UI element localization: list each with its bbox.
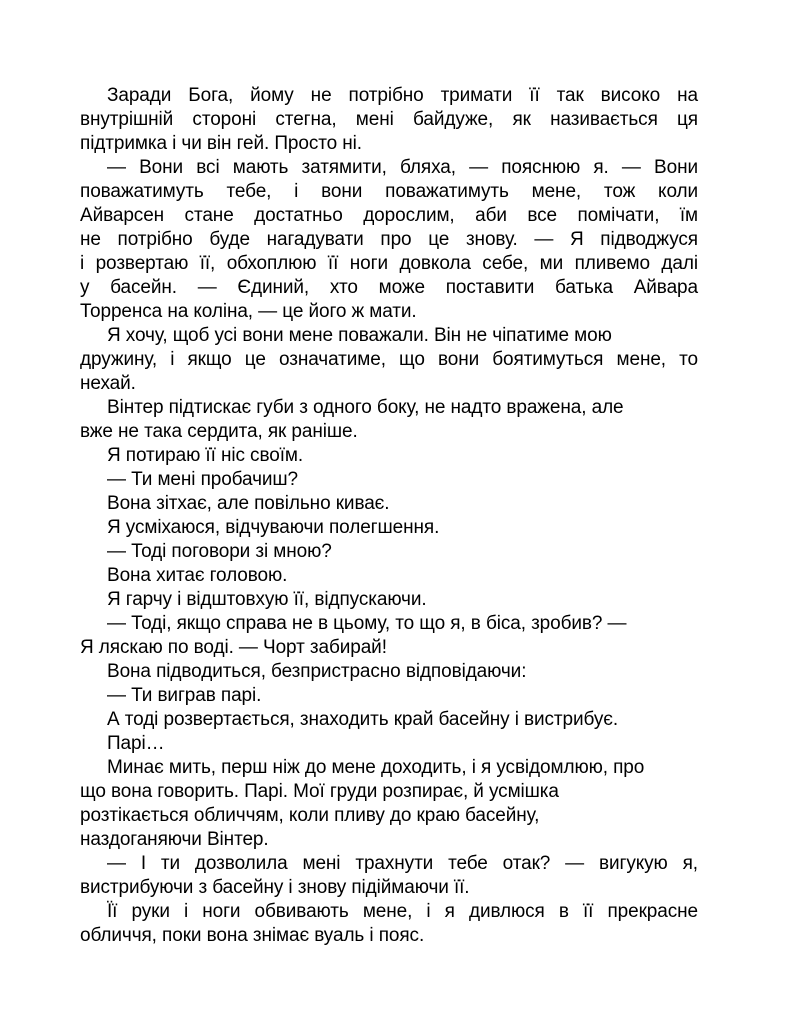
text-line: Торренса на коліна, — це його ж мати. — [80, 301, 417, 322]
text-line: що вона говорить. Парі. Мої груди розпирає, й усмішка — [80, 781, 559, 802]
text-line: Заради Бога, йому не потрібно тримати її так високо на — [107, 85, 698, 106]
text-line: Я хочу, щоб усі вони мене поважали. Він не чіпатиме мою — [107, 325, 612, 346]
text-line: — Вони всі мають затямити, бляха, — пояснюю я. — Вони — [107, 157, 698, 178]
text-line: нехай. — [80, 373, 136, 394]
book-page-text — [80, 84, 698, 948]
text-line: розтікається обличчям, коли пливу до краю басейну, — [80, 805, 540, 826]
text-line: Минає мить, перш ніж до мене доходить, і я усвідомлюю, про — [107, 757, 645, 778]
text-line: А тоді розвертається, знаходить край басейну і вистрибує. — [107, 709, 619, 730]
text-line: Вінтер підтискає губи з одного боку, не надто вражена, але — [107, 397, 624, 418]
text-line: вже не така сердита, як раніше. — [80, 421, 358, 442]
text-line: Я усміхаюся, відчуваючи полегшення. — [107, 517, 440, 538]
text-line: обличчя, поки вона знімає вуаль і пояс. — [80, 925, 425, 946]
text-line: Її руки і ноги обвивають мене, і я дивлюся в її прекрасне — [107, 901, 698, 922]
text-line: Айварсен стане достатньо дорослим, аби все помічати, їм — [80, 205, 698, 226]
text-line: Вона зітхає, але повільно киває. — [107, 493, 390, 514]
text-line: вистрибуючи з басейну і знову підіймаючи її. — [80, 877, 470, 898]
text-line: і розвертаю її, обхоплюю її ноги довкола себе, ми пливемо далі — [80, 253, 698, 274]
text-line: підтримка і чи він гей. Просто ні. — [80, 133, 362, 154]
text-line: не потрібно буде нагадувати про це знову. — Я підводжуся — [80, 229, 698, 250]
text-line: поважатимуть тебе, і вони поважатимуть мене, тож коли — [80, 181, 698, 202]
text-line: — Ти виграв парі. — [107, 685, 262, 706]
text-line: Вона хитає головою. — [107, 565, 288, 586]
text-line: Вона підводиться, безпристрасно відповідаючи: — [107, 661, 527, 682]
text-line: — Тоді поговори зі мною? — [107, 541, 332, 562]
text-line: дружину, і якщо це означатиме, що вони боятимуться мене, то — [80, 349, 698, 370]
text-line: Я ляскаю по воді. — Чорт забирай! — [80, 637, 387, 658]
text-line: — Тоді, якщо справа не в цьому, то що я, в біса, зробив? — — [107, 613, 627, 634]
text-line: наздоганяючи Вінтер. — [80, 829, 269, 850]
text-line: Я потираю її ніс своїм. — [107, 445, 304, 466]
text-line: внутрішній стороні стегна, мені байдуже, як називається ця — [80, 109, 698, 130]
text-line: у басейн. — Єдиний, хто може поставити батька Айвара — [80, 277, 698, 298]
text-line: Парі… — [107, 733, 165, 754]
text-line: — Ти мені пробачиш? — [107, 469, 299, 490]
text-line: — І ти дозволила мені трахнути тебе отак? — вигукую я, — [107, 853, 698, 874]
text-line: Я гарчу і відштовхую її, відпускаючи. — [107, 589, 427, 610]
